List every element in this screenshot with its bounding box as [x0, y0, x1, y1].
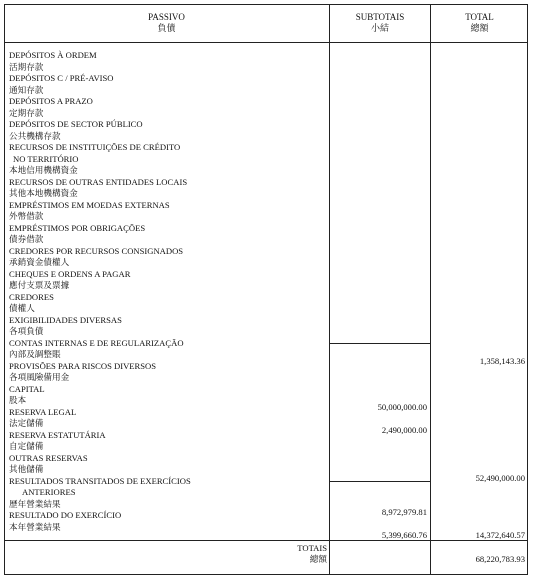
- row-label: CREDORES: [9, 291, 54, 302]
- row-label: DEPÓSITOS C / PRÉ-AVISO: [9, 73, 114, 83]
- row-label: 外幣借款: [9, 211, 44, 221]
- header-subtotais: [330, 12, 430, 34]
- totals-divider: [4, 540, 528, 541]
- row-label: RESERVA LEGAL: [9, 406, 77, 417]
- capital-value: 50,000,000.00: [377, 402, 427, 412]
- row-label: 定期存款: [9, 107, 44, 118]
- row-label: 法定儲備: [9, 418, 44, 428]
- column-divider-2: [430, 4, 431, 575]
- row-label: EMPRÉSTIMOS EM MOEDAS EXTERNAS: [9, 199, 170, 210]
- row-label: 自定儲備: [9, 441, 44, 451]
- row-label: 公共機構存款: [9, 130, 61, 141]
- row-label: RECURSOS DE INSTITUIÇÕES DE CRÉDITO: [9, 142, 181, 152]
- row-label: OUTRAS RESERVAS: [9, 452, 88, 463]
- row-label: DEPÓSITOS À ORDEM: [9, 50, 97, 60]
- subtotal-divider-2: [329, 481, 431, 482]
- row-label: 債權人: [9, 303, 35, 313]
- row-label: 承銷資金債權人: [9, 257, 70, 267]
- row-label: DEPÓSITOS DE SECTOR PÚBLICO: [9, 119, 143, 129]
- row-label: 歷年營業結果: [9, 498, 61, 509]
- header-subtotais-pt: SUBTOTAIS: [355, 12, 405, 22]
- column-divider-1: [329, 4, 330, 575]
- totals-label-pt: TOTAIS: [297, 543, 327, 553]
- row-label: 活期存款: [9, 61, 44, 72]
- reserva-legal-value: 2,490,000.00: [381, 425, 427, 435]
- row-label: DEPÓSITOS A PRAZO: [9, 96, 93, 106]
- row-label: CAPITAL: [9, 383, 45, 394]
- header-total: [431, 12, 528, 34]
- row-label: NO TERRITÓRIO: [13, 153, 79, 164]
- row-label: 通知存款: [9, 84, 44, 95]
- header-total-pt: TOTAL: [465, 12, 494, 22]
- resultados-total-value: 14,372,640.57: [475, 530, 525, 540]
- row-label: RESULTADO DO EXERCÍCIO: [9, 510, 122, 520]
- row-label: 各項負債: [9, 326, 44, 336]
- reservas-total-value: 52,490,000.00: [475, 473, 525, 483]
- header-passivo: [4, 12, 329, 34]
- header-total-zh: 總額: [470, 23, 489, 33]
- row-label: PROVISÕES PARA RISCOS DIVERSOS: [9, 360, 157, 371]
- header-divider: [4, 42, 528, 43]
- row-label: ANTERIORES: [22, 487, 76, 497]
- row-label: 應付支票及票據: [9, 280, 70, 290]
- row-label: 其他儲備: [9, 464, 44, 474]
- resultado-exercicio-value: 5,399,660.76: [381, 530, 427, 540]
- row-label: 其他本地機構資金: [9, 188, 78, 198]
- resultados-transitados-value: 8,972,979.81: [381, 507, 427, 517]
- header-passivo-zh: 負債: [157, 23, 176, 33]
- row-label: 各項風險備用金: [9, 372, 70, 382]
- row-label: 本年營業結果: [9, 521, 61, 532]
- row-label: RESULTADOS TRANSITADOS DE EXERCÍCIOS: [9, 475, 191, 486]
- header-subtotais-zh: 小結: [370, 23, 389, 33]
- row-labels: [9, 50, 191, 533]
- row-label: CREDORES POR RECURSOS CONSIGNADOS: [9, 245, 184, 256]
- row-label: 債券借款: [9, 234, 44, 244]
- totals-label-zh: 總額: [309, 554, 327, 564]
- provisoes-total-value: 1,358,143.36: [479, 356, 525, 366]
- row-label: EXIGIBILIDADES DIVERSAS: [9, 314, 122, 325]
- row-label: 本地信用機構資金: [9, 165, 78, 175]
- totals-label: [297, 543, 327, 565]
- row-label: 股本: [9, 395, 27, 405]
- row-label: RESERVA ESTATUTÁRIA: [9, 429, 106, 440]
- row-label: EMPRÉSTIMOS POR OBRIGAÇÕES: [9, 222, 146, 233]
- subtotal-divider-1: [329, 343, 431, 344]
- header-passivo-pt: PASSIVO: [148, 12, 185, 22]
- grand-total-value: 68,220,783.93: [475, 554, 525, 564]
- row-label: RECURSOS DE OUTRAS ENTIDADES LOCAIS: [9, 176, 188, 187]
- row-label: CHEQUES E ORDENS A PAGAR: [9, 268, 131, 279]
- row-label: 內部及調整賬: [9, 349, 61, 359]
- row-label: CONTAS INTERNAS E DE REGULARIZAÇÃO: [9, 337, 184, 348]
